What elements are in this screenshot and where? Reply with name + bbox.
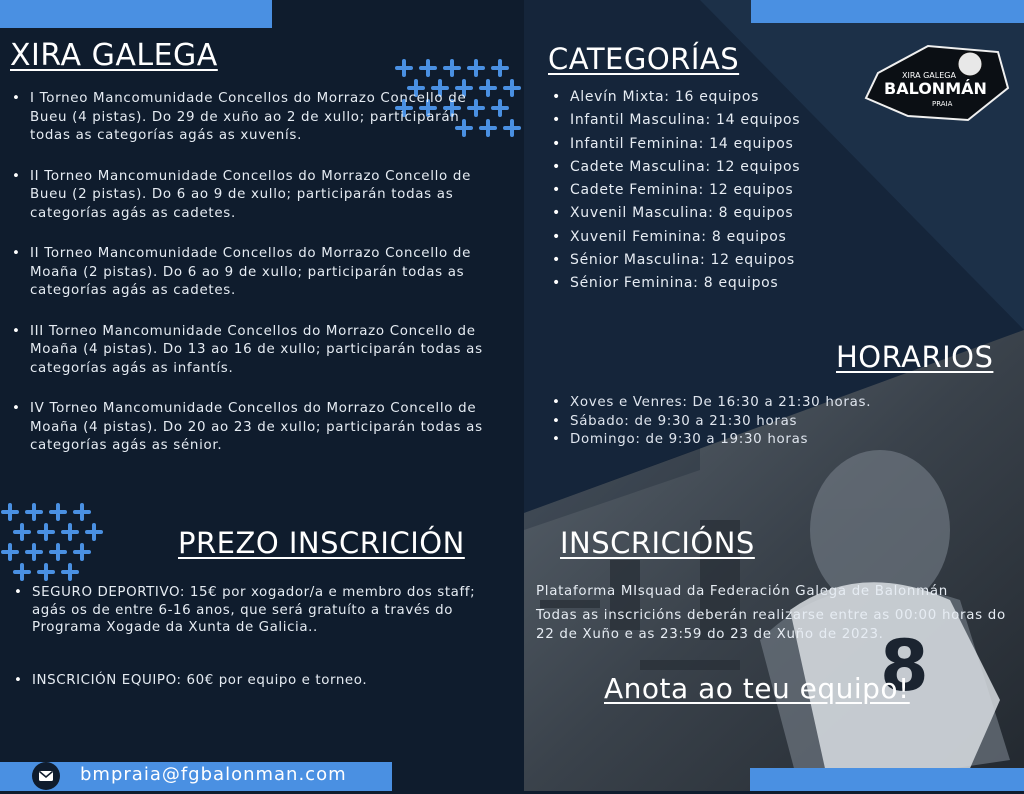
cross-mark bbox=[493, 61, 507, 75]
list-item: • Infantil Feminina: 14 equipos bbox=[548, 133, 878, 156]
list-item: • III Torneo Mancomunidade Concellos do Morrazo Concello de Moaña (4 pistas). Do 13 ao 16 de xullo; participarán todas as categorías agás as infantís. bbox=[8, 323, 504, 379]
cross-mark bbox=[421, 61, 435, 75]
cross-mark bbox=[87, 525, 101, 539]
list-item: • Cadete Feminina: 12 equipos bbox=[548, 179, 878, 202]
cross-mark bbox=[3, 505, 17, 519]
xira-title: XIRA GALEGA bbox=[10, 38, 218, 73]
mail-icon bbox=[32, 762, 60, 790]
inscricions-platform: Plataforma MIsquad da Federación Galega de Balonmán bbox=[536, 584, 948, 599]
cross-mark bbox=[39, 565, 53, 579]
cross-mark bbox=[63, 565, 77, 579]
cross-pattern-left bbox=[0, 500, 110, 590]
list-item: • Domingo: de 9:30 a 19:30 horas bbox=[548, 431, 888, 450]
accent-bar-top-left bbox=[0, 0, 272, 28]
cross-mark bbox=[51, 505, 65, 519]
cross-mark bbox=[505, 121, 519, 135]
cross-mark bbox=[397, 61, 411, 75]
list-item: • Sénior Masculina: 12 equipos bbox=[548, 249, 878, 272]
cross-mark bbox=[63, 525, 77, 539]
accent-bar-top-right bbox=[751, 0, 1024, 23]
list-item: • II Torneo Mancomunidade Concellos do Morrazo Concello de Bueu (2 pistas). Do 6 ao 9 de xullo; participarán todas as categorías agás as cadetes. bbox=[8, 168, 504, 224]
cross-mark bbox=[75, 505, 89, 519]
cross-mark bbox=[27, 505, 41, 519]
logo-main: BALONMÁN bbox=[884, 79, 987, 98]
list-item: • Sábado: de 9:30 a 21:30 horas bbox=[548, 413, 888, 432]
prezo-title: PREZO INSCRICIÓN bbox=[178, 526, 465, 560]
contact-email[interactable]: bmpraia@fgbalonman.com bbox=[80, 764, 347, 785]
categorias-title: CATEGORÍAS bbox=[548, 42, 740, 76]
list-item: • Sénior Feminina: 8 equipos bbox=[548, 272, 878, 295]
list-item: • I Torneo Mancomunidade Concellos do Morrazo Concello de Bueu (4 pistas). Do 29 de xuño ao 2 de xullo; participarán todas as categorías agás as xuvenís. bbox=[8, 90, 504, 146]
categorias-list bbox=[548, 86, 878, 296]
list-item: • INSCRICIÓN EQUIPO: 60€ por equipo e torneo. bbox=[10, 672, 480, 690]
xira-list bbox=[8, 90, 504, 478]
cross-mark bbox=[51, 545, 65, 559]
logo-bottom: PRAIA bbox=[932, 100, 953, 108]
list-item: • IV Torneo Mancomunidade Concellos do Morrazo Concello de Moaña (4 pistas). Do 20 ao 23 de xullo; participarán todas as categorías agás as sénior. bbox=[8, 400, 504, 456]
logo-top: XIRA GALEGA bbox=[902, 71, 956, 80]
horarios-list bbox=[548, 394, 888, 450]
list-item: • SEGURO DEPORTIVO: 15€ por xogador/a e membro dos staff; agás os de entre 6-16 anos, que será gratuíto a través do Programa Xogade da Xunta de Galicia.. bbox=[10, 584, 480, 637]
list-item: • Xuvenil Feminina: 8 equipos bbox=[548, 226, 878, 249]
svg-text:8: 8 bbox=[880, 625, 929, 707]
inscricions-deadline: Todas as inscricións deberán realizarse entre as 00:00 horas do 22 de Xuño e as 23:59 do 23 de Xuño de 2023. bbox=[536, 608, 1006, 642]
cross-mark bbox=[505, 81, 519, 95]
list-item: • II Torneo Mancomunidade Concellos do Morrazo Concello de Moaña (2 pistas). Do 6 ao 9 de xullo; participarán todas as categorías agás as cadetes. bbox=[8, 245, 504, 301]
horarios-title: HORARIOS bbox=[836, 340, 994, 374]
cross-mark bbox=[15, 525, 29, 539]
list-item: • Xoves e Venres: De 16:30 a 21:30 horas. bbox=[548, 394, 888, 413]
cross-mark bbox=[445, 61, 459, 75]
cross-mark bbox=[469, 61, 483, 75]
list-item: • Infantil Masculina: 14 equipos bbox=[548, 109, 878, 132]
accent-bar-bottom-right bbox=[750, 768, 1024, 791]
cross-mark bbox=[39, 525, 53, 539]
cross-mark bbox=[27, 545, 41, 559]
cta-link[interactable]: Anota ao teu equipo! bbox=[604, 672, 910, 705]
cross-mark bbox=[15, 565, 29, 579]
prezo-list bbox=[10, 584, 480, 689]
list-item: • Cadete Masculina: 12 equipos bbox=[548, 156, 878, 179]
logo bbox=[858, 38, 1018, 128]
cross-mark bbox=[75, 545, 89, 559]
list-item: • Alevín Mixta: 16 equipos bbox=[548, 86, 878, 109]
inscricions-title: INSCRICIÓNS bbox=[560, 526, 755, 560]
list-item: • Xuvenil Masculina: 8 equipos bbox=[548, 202, 878, 225]
cross-mark bbox=[3, 545, 17, 559]
